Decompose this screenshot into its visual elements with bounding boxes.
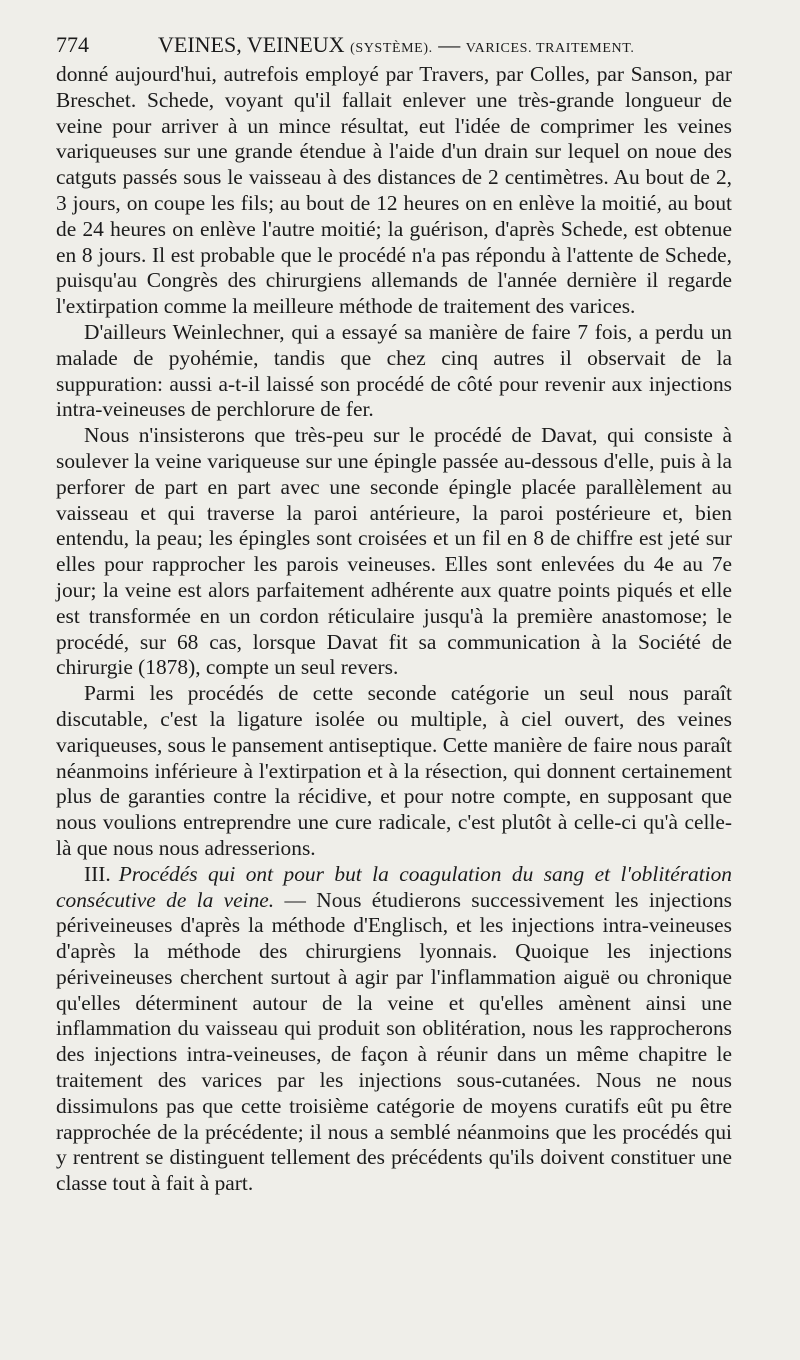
section-title: Procédés qui ont pour but la coagulation du sang et l'oblitération consécutive de la veine. xyxy=(56,861,732,912)
page-header xyxy=(56,30,732,60)
section-number: III. xyxy=(84,861,111,886)
body-text xyxy=(56,62,732,1197)
running-head-section: VARICES. TRAITEMENT. xyxy=(465,41,635,56)
section-body: — Nous étudierons successivement les injections périveineuses d'après la méthode d'Englisch, et les injections intra-veineuses d'après la méthode des chirurgiens lyonnais. Quoique les injections périveineuses cherchent surtout à agir par l'inflammation aiguë ou chronique qu'elles déterminent autour de la veine et qu'elles amènent ainsi une inflammation du vaisseau qui produit son oblitération, nous les rapprocherons des injections intra-veineuses, de façon à réunir dans un même chapitre le traitement des varices par les injections sous-cutanées. Nous ne nous dissimulons pas que cette troisième catégorie de moyens curatifs eût pu être rapprochée de la précédente; il nous a semblé néanmoins que les procédés qui y rentrent se distinguent tellement des précédents qu'ils doivent constituer une classe tout à fait à part. xyxy=(56,887,732,1196)
paragraph-section-iii xyxy=(56,862,732,1197)
running-head-title: VEINES, VEINEUX xyxy=(158,32,345,57)
running-head xyxy=(158,30,634,64)
running-head-dash: — xyxy=(438,32,461,57)
paragraph-ligature: Parmi les procédés de cette seconde catégorie un seul nous paraît discutable, c'est la ligature isolée ou multiple, à ciel ouvert, des veines variqueuses, sous le pansement antiseptique. Cette manière de faire nous paraît néanmoins inférieure à l'extirpation et à la résection, qui donnent certainement plus de garanties contre la récidive, et pour notre compte, en supposant que nous voulions entreprendre une cure radicale, c'est plutôt à celle-ci qu'à celle-là que nous nous adresserions. xyxy=(56,681,732,860)
paragraph-davat: Nous n'insisterons que très-peu sur le procédé de Davat, qui consiste à soulever la veine variqueuse sur une épingle passée au-dessous d'elle, puis à la perforer de part en part avec une seconde épingle placée parallèlement au vaisseau et qui traverse la paroi antérieure, la paroi postérieure et, bien entendu, la peau; les épingles sont croisées et un fil en 8 de chiffre est jeté sur elles pour rapprocher les parois veineuses. Elles sont enlevées du 4e au 7e jour; la veine est alors parfaitement adhérente aux quatre points piqués et elle est transformée en un cordon réticulaire jusqu'à la première anastomose; le procédé, sur 68 cas, lorsque Davat fit sa communication à la Société de chirurgie (1878), compte un seul revers. xyxy=(56,423,732,680)
paragraph-weinlechner: D'ailleurs Weinlechner, qui a essayé sa manière de faire 7 fois, a perdu un malade de pyohémie, tandis que chez cinq autres il observait de la suppuration: aussi a-t-il laissé son procédé de côté pour revenir aux injections intra-veineuses de perchlorure de fer. xyxy=(56,319,732,422)
paragraph-continued: donné aujourd'hui, autrefois employé par Travers, par Colles, par Sanson, par Breschet. Schede, voyant qu'il fallait enlever une très-grande longueur de veine pour arriver à un mince résultat, eut l'idée de comprimer les veines variqueuses sur une grande étendue à l'aide d'un drain sur lequel on noue des catguts passés sous le vaisseau à des distances de 2 centimètres. Au bout de 2, 3 jours, on coupe les fils; au bout de 12 heures on en enlève la moitié, au bout de 24 heures on enlève l'autre moitié; la guérison, d'après Schede, est obtenue en 8 jours. Il est probable que le procédé n'a pas répondu à l'attente de Schede, puisqu'au Congrès des chirurgiens allemands de l'année dernière il regarde l'extirpation comme la meilleure méthode de traitement des varices. xyxy=(56,62,732,319)
page-number: 774 xyxy=(56,32,89,57)
running-head-system: (SYSTÈME). xyxy=(350,41,433,56)
